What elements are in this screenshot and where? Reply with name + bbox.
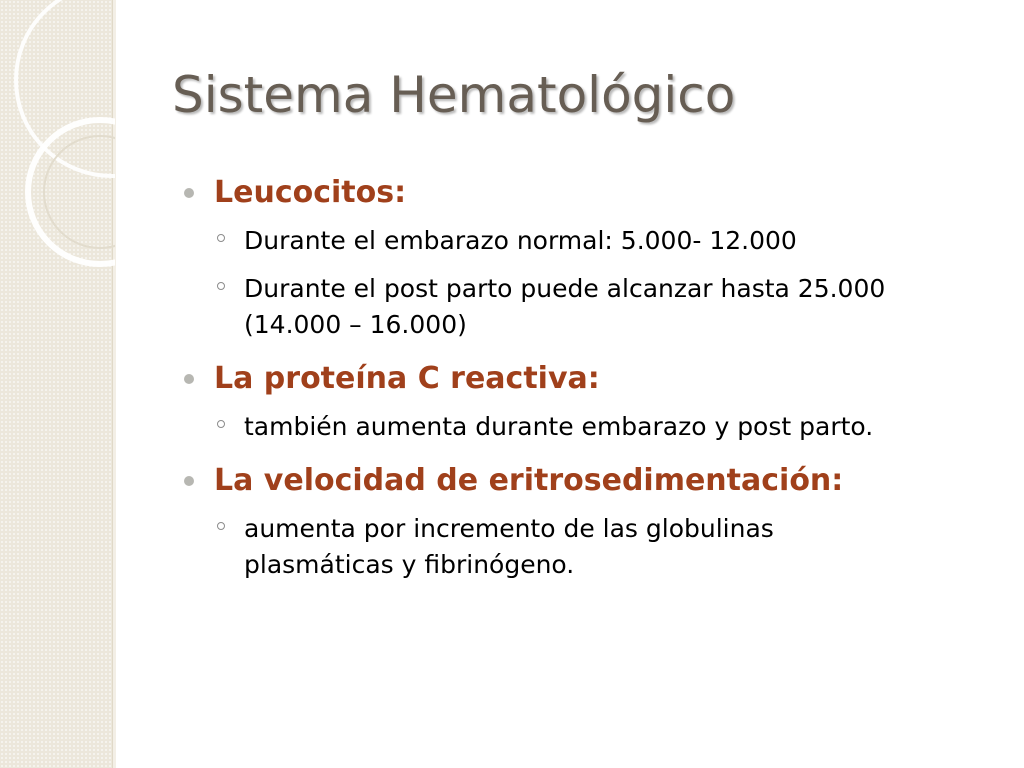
slide-content <box>184 173 1014 599</box>
sub-bullet-marker <box>217 282 225 290</box>
sub-bullet <box>214 223 904 259</box>
sub-bullet-text: también aumenta durante embarazo y post parto. <box>244 412 874 441</box>
decorative-circle-large <box>16 0 115 176</box>
bullet-velocidad-eritrosedimentacion <box>184 461 1014 583</box>
decorative-circles <box>0 0 115 768</box>
bullet-heading: La velocidad de eritrosedimentación: <box>214 463 844 498</box>
sub-bullet-list <box>214 511 1014 583</box>
bullet-dot <box>184 374 194 384</box>
decorative-circle-inner <box>44 136 115 248</box>
slide-title: Sistema Hematológico <box>172 66 736 124</box>
decorative-circle-medium <box>28 120 115 264</box>
sub-bullet-text: Durante el post parto puede alcanzar hasta 25.000 (14.000 – 16.000) <box>244 274 886 339</box>
sub-bullet-list <box>214 409 1014 445</box>
bullet-dot <box>184 476 194 486</box>
sub-bullet-list <box>214 223 1014 343</box>
bullet-dot <box>184 188 194 198</box>
sub-bullet-text: Durante el embarazo normal: 5.000- 12.000 <box>244 226 797 255</box>
sub-bullet-marker <box>217 234 225 242</box>
sub-bullet-text: aumenta por incremento de las globulinas plasmáticas y fibrinógeno. <box>244 514 774 579</box>
bullet-proteina-c-reactiva <box>184 359 1014 445</box>
bullet-heading: Leucocitos: <box>214 175 407 210</box>
sub-bullet-marker <box>217 420 225 428</box>
bullet-heading: La proteína C reactiva: <box>214 361 600 396</box>
sub-bullet <box>214 409 904 445</box>
sub-bullet <box>214 271 904 343</box>
bullet-leucocitos <box>184 173 1014 343</box>
sub-bullet <box>214 511 904 583</box>
sub-bullet-marker <box>217 522 225 530</box>
